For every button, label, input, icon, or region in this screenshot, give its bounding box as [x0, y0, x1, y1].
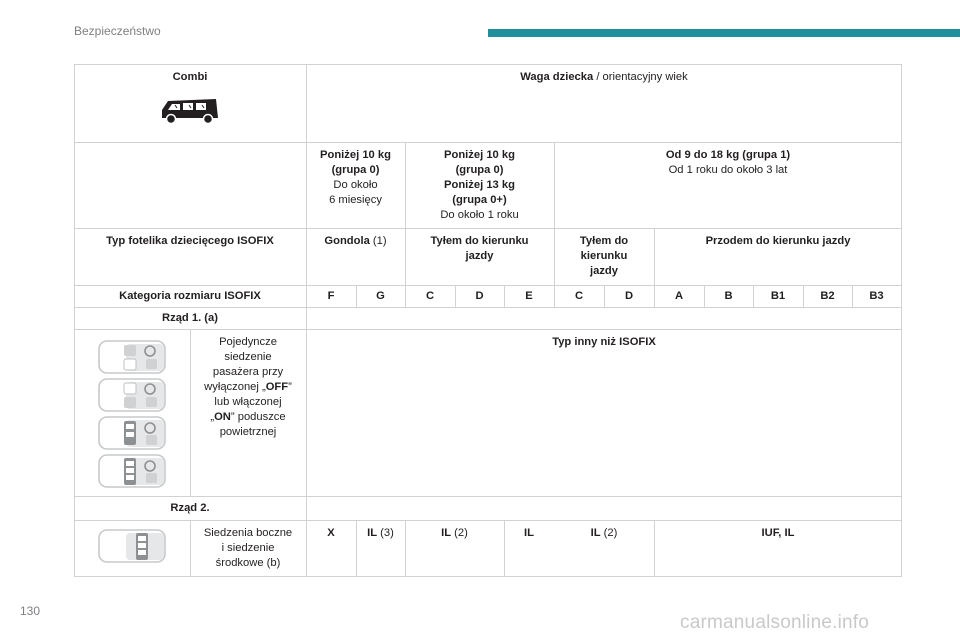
row1-desc-line — [190, 410, 306, 425]
size-cell: D — [624, 290, 634, 302]
row2-value — [654, 520, 902, 541]
group-0plus-weight-2: Poniżej 13 kg — [444, 179, 515, 191]
row2-desc-line: Siedzenia boczne — [203, 527, 293, 539]
row2-value-note: (3) — [377, 527, 394, 539]
row2-value — [356, 520, 405, 541]
size-cell: C — [574, 290, 584, 302]
type-rear-b-line-2: kierunku — [580, 250, 628, 262]
group-0plus-group-1: (grupa 0) — [455, 164, 504, 176]
type-rear-facing-a — [405, 228, 554, 264]
group-0-age-1: Do około — [333, 179, 378, 191]
seat-layout-icon — [98, 454, 168, 490]
watermark: carmanualsonline.info — [680, 612, 870, 633]
size-cell: B3 — [869, 290, 884, 302]
section-title: Bezpieczeństwo — [74, 24, 161, 38]
row2-desc-line: i siedzenie — [221, 542, 275, 554]
row2-label: Rząd 2. — [170, 502, 210, 514]
row2-desc-line: środkowe (b) — [215, 557, 281, 569]
type-gondola-label: Gondola — [324, 235, 370, 247]
size-cell: A — [674, 290, 684, 302]
group-1-age: Od 1 roku do około 3 lat — [668, 164, 788, 176]
row2-value-code: X — [327, 527, 335, 539]
seat-layout-icon — [98, 529, 168, 565]
row1-desc-line: lub włączonej — [214, 396, 282, 408]
row2-value — [405, 520, 504, 541]
row1-label: Rząd 1. (a) — [162, 312, 218, 324]
group-0-weight: Poniżej 10 kg — [320, 149, 391, 161]
row2-value-code: IL — [441, 527, 452, 539]
row2-description — [190, 520, 306, 571]
row1-desc-part: ” poduszce — [230, 411, 286, 423]
page-number: 130 — [20, 604, 41, 618]
type-rear-a-line-1: Tyłem do kierunku — [430, 235, 529, 247]
group-0plus-weight-1: Poniżej 10 kg — [444, 149, 515, 161]
airbag-on-label: ON — [214, 411, 231, 423]
seat-layout-icon — [98, 378, 168, 414]
seat-layout-icon — [98, 416, 168, 452]
size-cell: G — [376, 290, 385, 302]
airbag-off-label: OFF — [265, 381, 289, 393]
group-0plus-cell — [405, 142, 554, 223]
seat-layout-icon — [98, 340, 168, 376]
row2-value-note: (2) — [600, 527, 618, 539]
row1-value: Typ inny niż ISOFIX — [552, 336, 656, 348]
type-rear-b-line-3: jazdy — [590, 265, 618, 277]
row2-value-code: IL — [590, 527, 601, 539]
type-gondola-note: (1) — [369, 235, 387, 247]
weight-header-rest: / orientacyjny wiek — [593, 71, 688, 83]
group-0-group: (grupa 0) — [331, 164, 380, 176]
type-rear-a-line-2: jazdy — [465, 250, 494, 262]
row1-desc-line: Pojedyncze — [219, 336, 277, 348]
type-forward-facing: Przodem do kierunku jazdy — [705, 235, 851, 247]
row2-value-code: IL — [367, 527, 378, 539]
size-cell: F — [327, 290, 335, 302]
size-cell: B — [724, 290, 733, 302]
row1-desc-part: wyłączonej „ — [204, 381, 266, 393]
size-label: Kategoria rozmiaru ISOFIX — [119, 290, 261, 302]
row2-value — [554, 520, 654, 541]
van-icon — [158, 96, 220, 126]
row1-desc-line: pasażera przy — [212, 366, 284, 378]
size-cell: B2 — [820, 290, 835, 302]
vehicle-label: Combi — [172, 71, 208, 83]
type-gondola — [306, 228, 405, 249]
group-0-age-2: 6 miesięcy — [329, 194, 382, 206]
size-cell: E — [525, 290, 533, 302]
type-label: Typ fotelika dziecięcego ISOFIX — [106, 235, 274, 247]
row2-value-note: (2) — [451, 527, 468, 539]
size-cell: B1 — [770, 290, 786, 302]
row1-desc-line: siedzenie — [224, 351, 272, 363]
row1-desc-line — [190, 380, 306, 395]
row2-value — [504, 520, 554, 541]
row1-description — [190, 329, 306, 440]
group-0-cell — [306, 142, 405, 208]
group-1-weight: Od 9 do 18 kg (grupa 1) — [665, 149, 791, 161]
row2-value-code: IUF, IL — [761, 527, 795, 539]
row2-value-code: IL — [524, 527, 534, 539]
size-cell: D — [475, 290, 484, 302]
weight-header — [306, 64, 902, 85]
row1-desc-line: powietrznej — [219, 426, 277, 438]
type-rear-b-line-1: Tyłem do — [579, 235, 629, 247]
group-1-cell — [554, 142, 902, 178]
group-0plus-group-2: (grupa 0+) — [452, 194, 507, 206]
row1-desc-part: „ — [210, 411, 215, 423]
row2-value — [306, 520, 356, 541]
size-cell: C — [425, 290, 435, 302]
row1-desc-part: ” — [288, 381, 292, 393]
type-rear-facing-b — [554, 228, 654, 279]
weight-header-bold: Waga dziecka — [520, 71, 594, 83]
group-0plus-age: Do około 1 roku — [440, 209, 519, 221]
